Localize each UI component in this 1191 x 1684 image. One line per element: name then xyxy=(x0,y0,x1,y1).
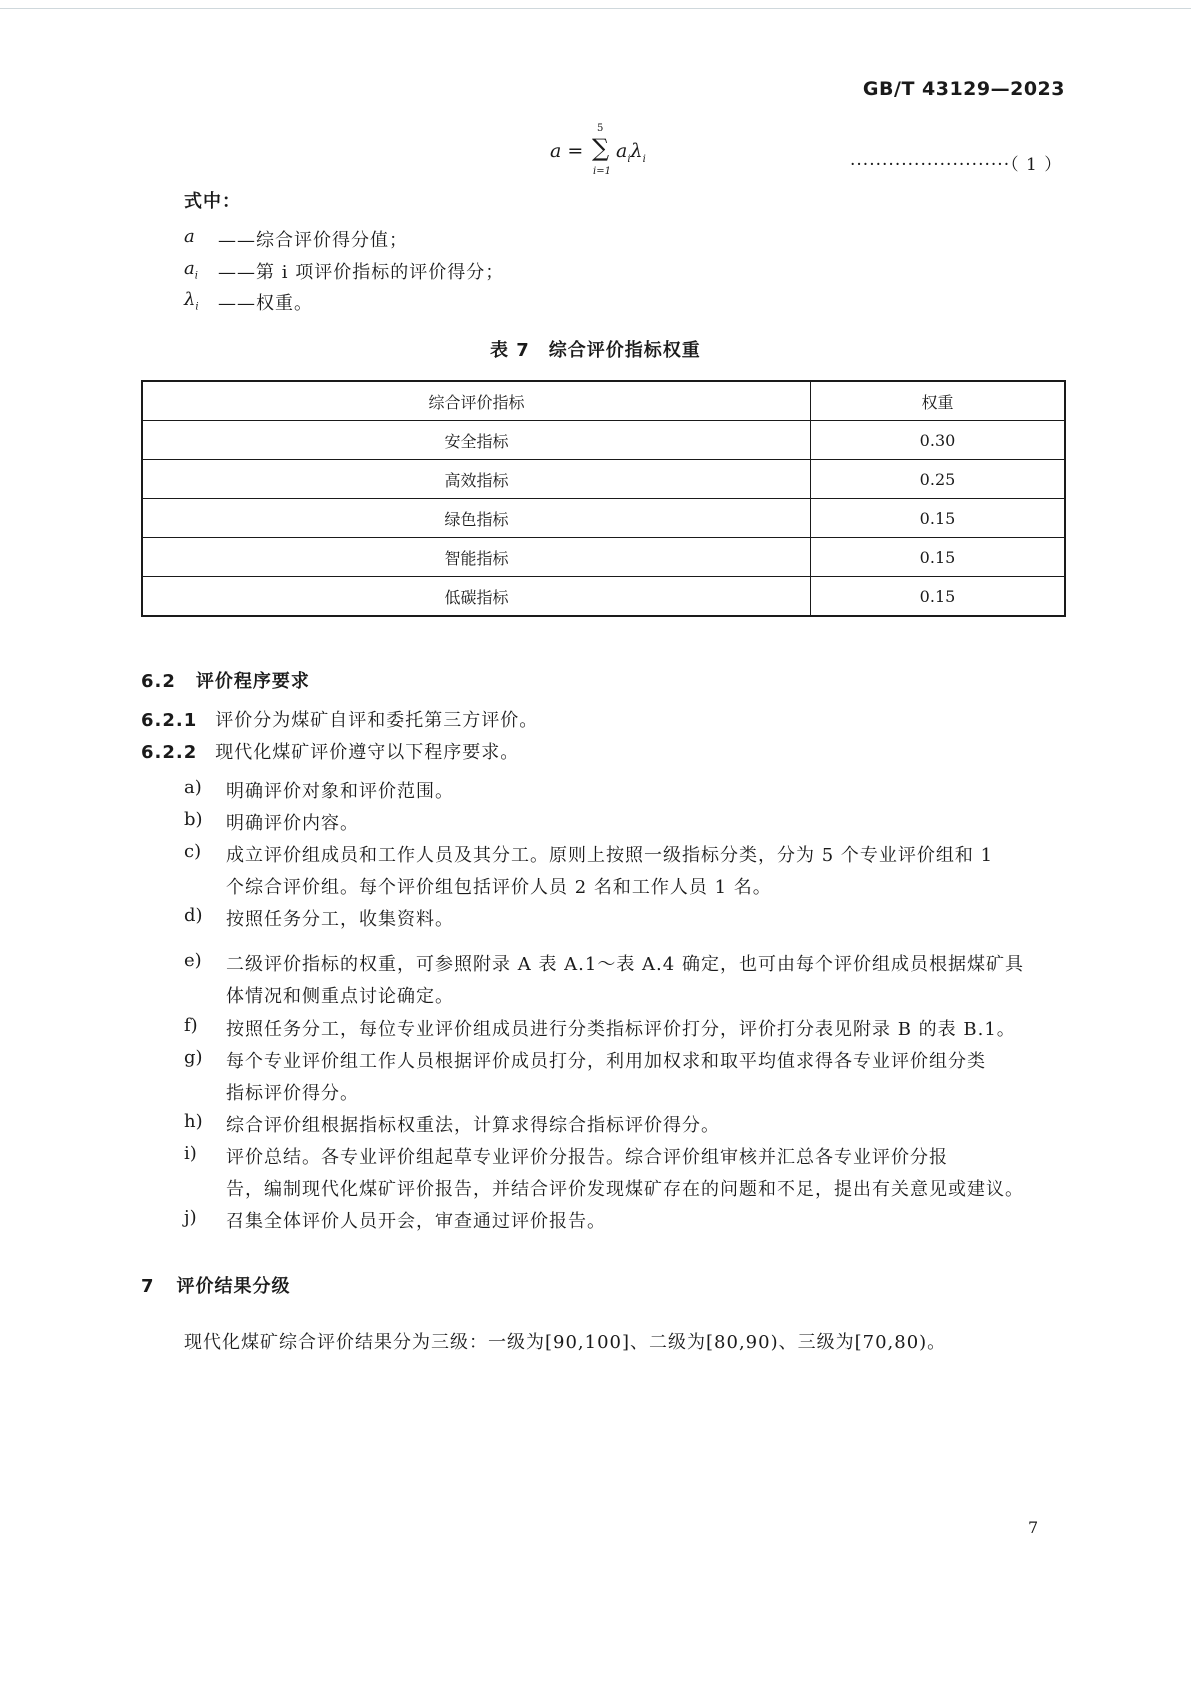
list-marker: h) xyxy=(184,1111,203,1132)
list-marker: e) xyxy=(184,950,202,971)
list-text: 评价总结。各专业评价组起草专业评价分报告。综合评价组审核并汇总各专业评价分报 xyxy=(226,1147,948,1168)
list-text: 按照任务分工，每位专业评价组成员进行分类指标评价打分，评价打分表见附录 B 的表 B.1。 xyxy=(226,1019,1016,1040)
list-marker: f) xyxy=(184,1015,198,1036)
table-cell: 绿色指标 xyxy=(142,499,810,538)
formula-rhs: $a_i\lambda_i$ xyxy=(616,140,646,165)
summation-symbol: ∑ xyxy=(592,134,610,162)
list-text: 告，编制现代化煤矿评价报告，并结合评价发现煤矿存在的问题和不足，提出有关意见或建议。 xyxy=(226,1179,1024,1200)
table-cell: 0.15 xyxy=(810,577,1065,617)
list-marker: a) xyxy=(184,777,202,798)
table-cell: 0.25 xyxy=(810,460,1065,499)
weights-table xyxy=(141,380,1066,617)
formula-lower-limit: i=1 xyxy=(593,166,611,177)
list-marker: d) xyxy=(184,905,203,926)
list-marker: b) xyxy=(184,809,203,830)
list-text: 成立评价组成员和工作人员及其分工。原则上按照一级指标分类，分为 5 个专业评价组和 1 xyxy=(226,845,994,866)
list-text: 指标评价得分。 xyxy=(226,1083,359,1104)
list-text: 明确评价对象和评价范围。 xyxy=(226,781,454,802)
page-number: 7 xyxy=(1028,1518,1039,1537)
section-heading-6-2: 6.2 评价程序要求 xyxy=(141,671,310,692)
table-cell: 0.15 xyxy=(810,538,1065,577)
section-heading-7: 7 评价结果分级 xyxy=(141,1276,291,1297)
table-cell: 0.30 xyxy=(810,421,1065,460)
list-text: 体情况和侧重点讨论确定。 xyxy=(226,986,454,1007)
formula-upper-limit: 5 xyxy=(597,123,604,134)
list-text: 明确评价内容。 xyxy=(226,813,359,834)
table-header-row xyxy=(142,381,1065,421)
table-cell: 低碳指标 xyxy=(142,577,810,617)
list-text: 个综合评价组。每个评价组包括评价人员 2 名和工作人员 1 名。 xyxy=(226,877,772,898)
standard-code: GB/T 43129—2023 xyxy=(862,78,1065,100)
clause-6-2-2: 6.2.2 现代化煤矿评价遵守以下程序要求。 xyxy=(141,742,520,763)
scan-top-edge xyxy=(0,8,1191,9)
table-title: 表 7 综合评价指标权重 xyxy=(490,340,701,361)
list-marker: j) xyxy=(184,1207,197,1228)
list-text: 召集全体评价人员开会，审查通过评价报告。 xyxy=(226,1211,606,1232)
table-cell: 0.15 xyxy=(810,499,1065,538)
clause-6-2-1: 6.2.1 评价分为煤矿自评和委托第三方评价。 xyxy=(141,710,539,731)
table-row xyxy=(142,499,1065,538)
list-text: 每个专业评价组工作人员根据评价成员打分，利用加权求和取平均值求得各专业评价组分类 xyxy=(226,1051,986,1072)
list-text: 综合评价组根据指标权重法，计算求得综合指标评价得分。 xyxy=(226,1115,720,1136)
section-7-paragraph: 现代化煤矿综合评价结果分为三级：一级为[90,100]、二级为[80,90)、三级为[70,80)。 xyxy=(184,1332,947,1353)
equation-number: ·························（ 1 ） xyxy=(850,155,1063,175)
where-description: ——综合评价得分值； xyxy=(218,230,408,251)
header-cell: 权重 xyxy=(810,381,1065,421)
where-description: ——第 i 项评价指标的评价得分； xyxy=(218,262,505,283)
where-description: ——权重。 xyxy=(218,293,313,314)
list-marker: i) xyxy=(184,1143,197,1164)
where-label: 式中： xyxy=(184,191,241,212)
formula-lhs: a = xyxy=(550,140,584,162)
table-cell: 高效指标 xyxy=(142,460,810,499)
list-marker: g) xyxy=(184,1047,203,1068)
where-symbol: a xyxy=(184,226,195,247)
table-row xyxy=(142,460,1065,499)
table-cell: 智能指标 xyxy=(142,538,810,577)
table-cell: 安全指标 xyxy=(142,421,810,460)
header-cell: 综合评价指标 xyxy=(142,381,810,421)
list-text: 二级评价指标的权重，可参照附录 A 表 A.1～表 A.4 确定，也可由每个评价组成员根据煤矿具 xyxy=(226,954,1024,975)
table-row xyxy=(142,421,1065,460)
table-row xyxy=(142,538,1065,577)
table-row xyxy=(142,577,1065,617)
list-marker: c) xyxy=(184,841,202,862)
where-symbol: $a_i$ xyxy=(184,258,198,282)
list-text: 按照任务分工，收集资料。 xyxy=(226,909,454,930)
where-symbol: $\lambda_i$ xyxy=(184,289,199,313)
